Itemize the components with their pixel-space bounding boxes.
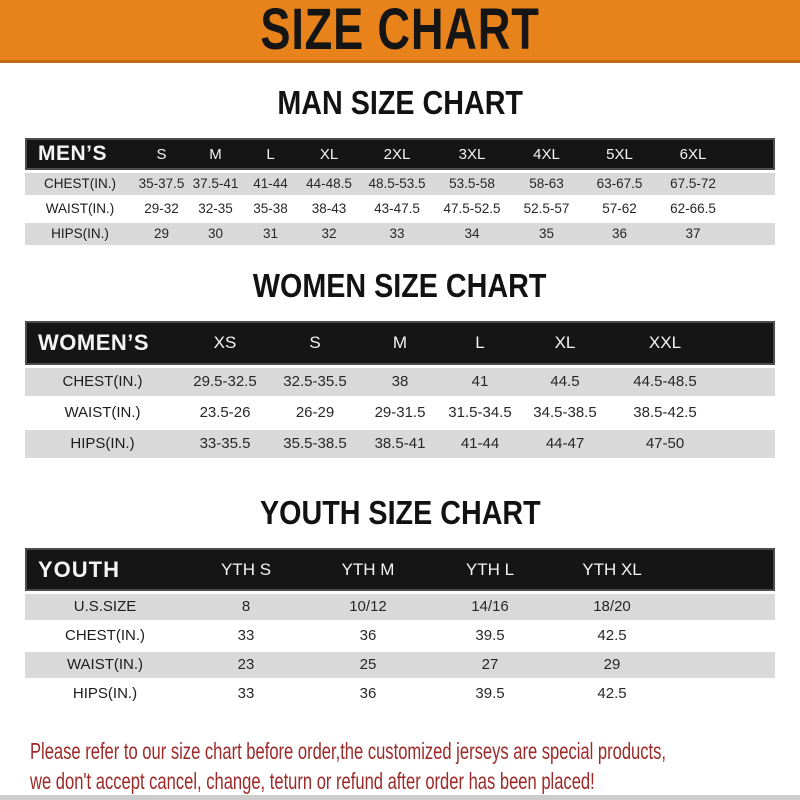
table-cell: 33 [237,685,255,702]
table-cell: 36 [583,223,656,245]
filler-cell [720,430,775,458]
table-cell: 38-43 [311,201,347,216]
table-cell: 23.5-26 [199,404,251,421]
note-line [30,766,800,796]
table-cell: 44.5-48.5 [610,368,720,396]
table-cell: 32-35 [198,201,233,216]
row-label: CHEST(IN.) [65,627,145,644]
filler-cell [730,173,775,195]
table-cell: 33 [237,627,255,644]
table-cell: 41-44 [243,173,298,195]
women-size-chart-section [0,268,800,461]
footer-note [30,736,800,796]
table-cell: 32 [298,223,360,245]
row-label: U.S.SIZE [25,594,185,620]
women-table-label: WOMEN’S [25,321,180,365]
men-table-label: MEN’S [25,138,135,170]
bottom-edge-strip [0,795,800,800]
table-cell: 39.5 [475,627,505,644]
column-header: M [360,321,440,365]
filler-cell [730,223,775,245]
table-cell: 36 [359,627,377,644]
column-header: S [270,321,360,365]
table-cell: 42.5 [597,627,627,644]
table-cell: 37 [656,223,730,245]
filler-cell [720,399,775,427]
filler-cell [730,138,775,170]
column-header: M [188,138,243,170]
column-header: XXL [610,321,720,365]
table-cell: 37.5-41 [188,173,243,195]
row-label: WAIST(IN.) [64,404,141,421]
filler-cell [673,548,775,591]
table-cell: 36 [359,685,377,702]
column-header: YTH S [185,548,307,591]
column-header: 5XL [583,138,656,170]
table-cell: 42.5 [597,685,627,702]
column-header: S [135,138,188,170]
row-label: HIPS(IN.) [25,223,135,245]
table-cell: 35-38 [253,201,288,216]
table-cell: 52.5-57 [523,201,570,216]
table-cell: 62-66.5 [670,201,716,216]
table-cell: 41 [440,368,520,396]
table-cell: 29-32 [144,201,179,216]
table-cell: 38.5-41 [360,430,440,458]
row-chest [25,623,775,649]
youth-header-row [25,548,775,591]
women-section-heading [0,268,800,304]
women-size-table [25,318,775,461]
banner-title: SIZE CHART [260,0,540,62]
men-size-table [25,135,775,248]
row-hips [25,223,775,245]
row-chest [25,173,775,195]
table-cell: 53.5-58 [434,173,510,195]
table-cell: 26-29 [295,404,335,421]
table-cell: 57-62 [602,201,637,216]
table-cell: 31 [243,223,298,245]
man-section-heading [0,85,800,121]
youth-table-label: YOUTH [25,548,185,591]
table-cell: 41-44 [440,430,520,458]
table-cell: 63-67.5 [583,173,656,195]
row-hips [25,681,775,707]
filler-cell [730,198,775,220]
row-label: HIPS(IN.) [72,685,138,702]
man-section-heading-text: MAN SIZE CHART [277,84,523,121]
filler-cell [720,321,775,365]
column-header: YTH L [429,548,551,591]
women-header-row [25,321,775,365]
row-label: HIPS(IN.) [25,430,180,458]
note-line [30,736,800,766]
table-cell: 14/16 [429,594,551,620]
table-cell: 38.5-42.5 [633,404,697,421]
row-waist [25,198,775,220]
table-cell: 35 [510,223,583,245]
row-chest [25,368,775,396]
filler-cell [720,368,775,396]
row-label: CHEST(IN.) [25,173,135,195]
table-cell: 47.5-52.5 [443,201,501,216]
table-cell: 35-37.5 [135,173,188,195]
filler-cell [673,623,775,649]
table-cell: 48.5-53.5 [360,173,434,195]
table-cell: 29 [551,652,673,678]
column-header: XS [180,321,270,365]
table-cell: 10/12 [307,594,429,620]
table-cell: 33 [360,223,434,245]
table-cell: 67.5-72 [656,173,730,195]
table-cell: 33-35.5 [180,430,270,458]
table-cell: 39.5 [475,685,505,702]
table-cell: 34.5-38.5 [533,404,597,421]
youth-size-chart-section [0,495,800,710]
table-cell: 29 [135,223,188,245]
filler-cell [673,681,775,707]
row-label: WAIST(IN.) [25,652,185,678]
table-cell: 25 [307,652,429,678]
table-cell: 35.5-38.5 [270,430,360,458]
table-cell: 43-47.5 [374,201,420,216]
column-header: YTH M [307,548,429,591]
column-header: XL [520,321,610,365]
note-line-1-text: Please refer to our size chart before order,the customized jerseys are special products, [30,738,667,764]
row-us-size [25,594,775,620]
row-label: WAIST(IN.) [45,201,115,216]
filler-cell [673,594,775,620]
table-cell: 38 [360,368,440,396]
table-cell: 34 [434,223,510,245]
table-cell: 31.5-34.5 [448,404,512,421]
column-header: 6XL [656,138,730,170]
table-cell: 44-47 [520,430,610,458]
table-cell: 18/20 [551,594,673,620]
filler-cell [673,652,775,678]
banner [0,0,800,63]
column-header: YTH XL [551,548,673,591]
man-size-chart-section [0,85,800,248]
youth-section-heading [0,495,800,531]
youth-size-table [25,545,775,710]
table-cell: 30 [188,223,243,245]
column-header: 2XL [360,138,434,170]
column-header: 3XL [434,138,510,170]
table-cell: 47-50 [610,430,720,458]
table-cell: 32.5-35.5 [270,368,360,396]
table-cell: 23 [185,652,307,678]
table-cell: 27 [429,652,551,678]
row-hips [25,430,775,458]
table-cell: 29.5-32.5 [180,368,270,396]
row-waist [25,652,775,678]
column-header: 4XL [510,138,583,170]
table-cell: 58-63 [510,173,583,195]
row-waist [25,399,775,427]
column-header: L [440,321,520,365]
table-cell: 8 [185,594,307,620]
note-line-2-text: we don't accept cancel, change, teturn or refund after order has been placed! [30,768,595,794]
youth-section-heading-text: YOUTH SIZE CHART [259,494,541,531]
table-cell: 29-31.5 [374,404,426,421]
table-cell: 44.5 [520,368,610,396]
women-section-heading-text: WOMEN SIZE CHART [253,267,547,304]
table-cell: 44-48.5 [298,173,360,195]
column-header: XL [298,138,360,170]
row-label: CHEST(IN.) [25,368,180,396]
column-header: L [243,138,298,170]
men-header-row [25,138,775,170]
